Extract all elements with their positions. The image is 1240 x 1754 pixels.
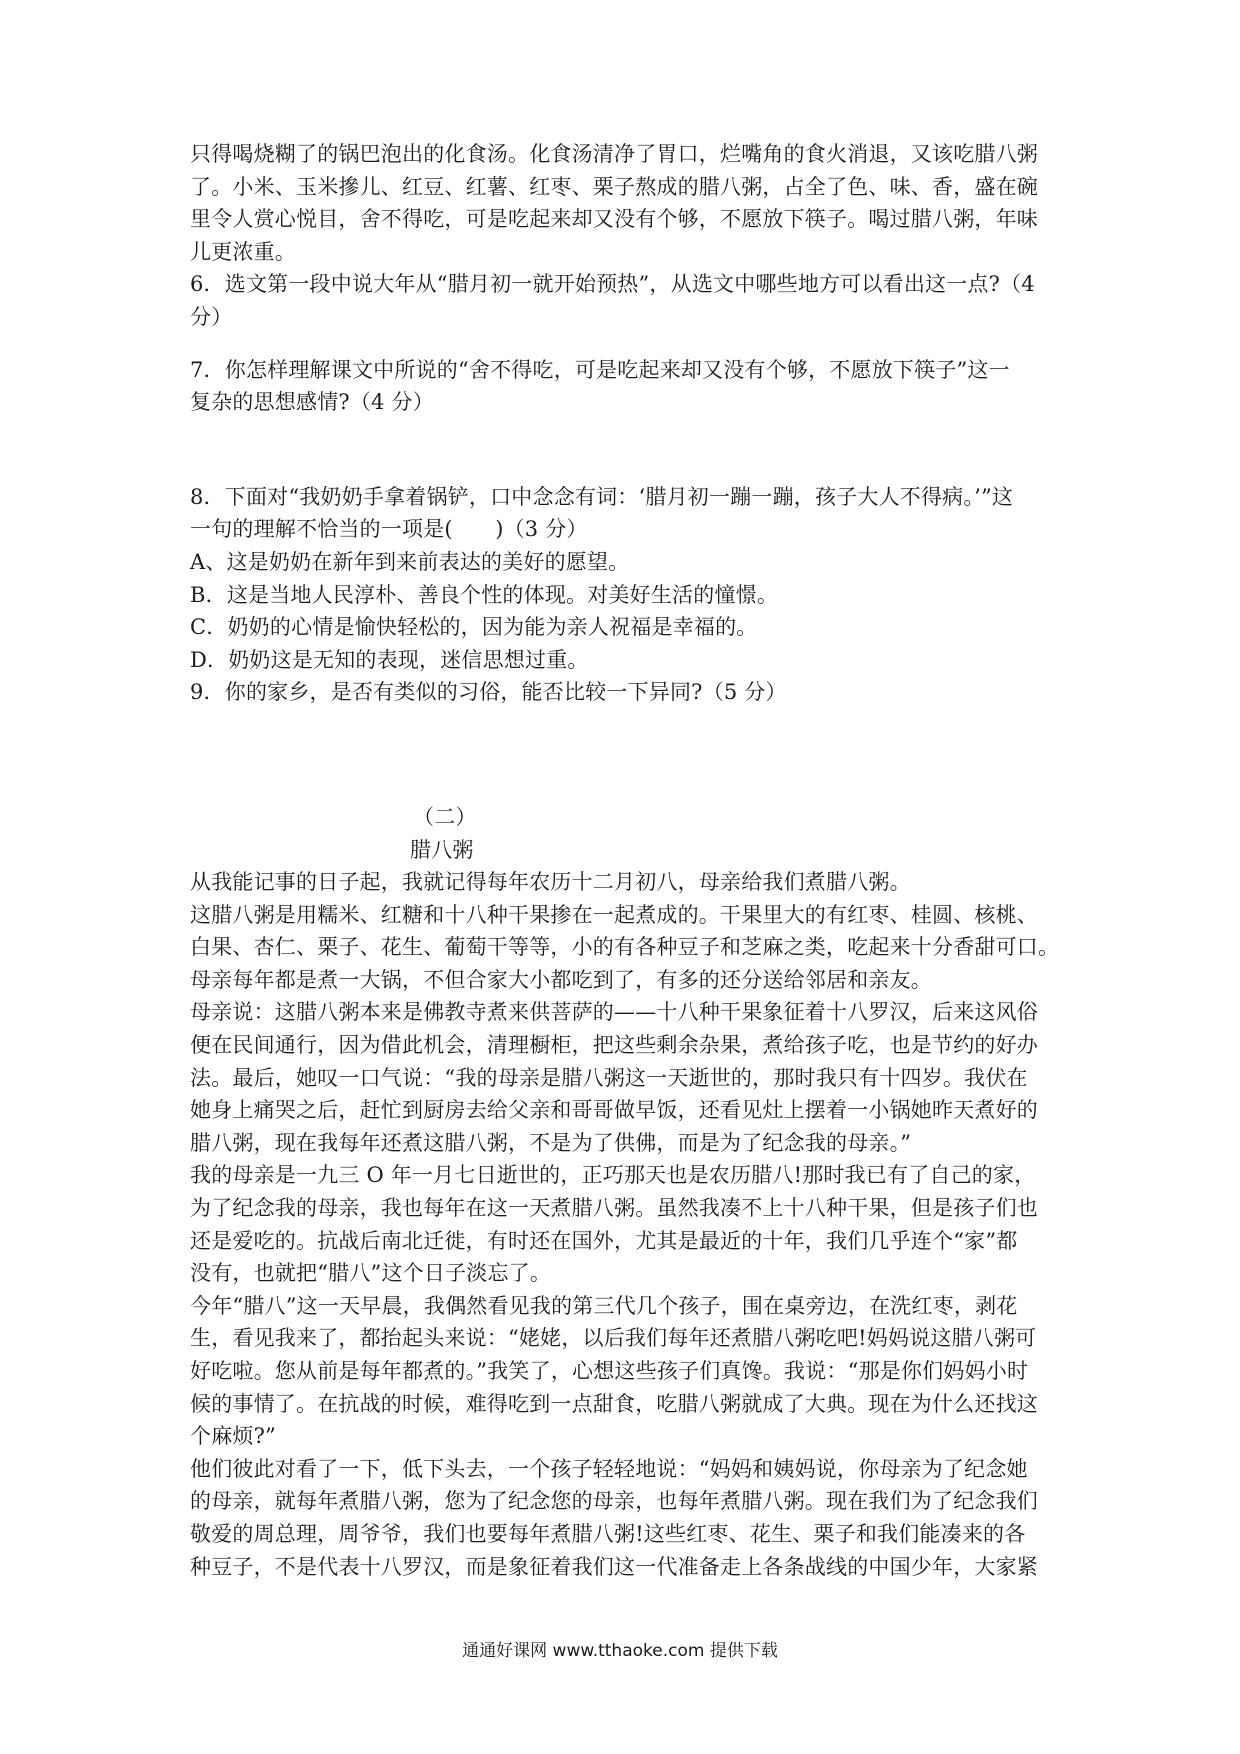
document-page (190, 138, 1060, 1583)
text-line: 只得喝烧糊了的锅巴泡出的化食汤。化食汤清净了胃口，烂嘴角的食火消退，又该吃腊八粥 (190, 142, 1038, 166)
text-line: 我的母亲是一九三 O 年一月七日逝世的，正巧那天也是农历腊八!那时我已有了自己的家， (190, 1163, 1036, 1188)
question-7 (190, 354, 1060, 419)
question-line: 6．选文第一段中说大年从“腊月初一就开始预热”，从选文中哪些地方可以看出这一点?（4 (190, 272, 1035, 297)
question-line: 一句的理解不恰当的一项是( )（3 分） (190, 517, 588, 542)
question-line: 8．下面对“我奶奶手拿着锅铲，口中念念有词：‘腊月初一蹦一蹦，孩子大人不得病。’”这 (190, 484, 1014, 509)
option-b: B．这是当地人民淳朴、善良个性的体现。对美好生活的憧憬。 (190, 582, 779, 607)
text-line: 个麻烦?” (190, 1424, 276, 1449)
text-line: 母亲每年都是煮一大锅，不但合家大小都吃到了，有多的还分送给邻居和亲友。 (190, 967, 932, 992)
option-a: A、这是奶奶在新年到来前表达的美好的愿望。 (190, 549, 630, 574)
text-line: 的母亲，就每年煮腊八粥，您为了纪念您的母亲，也每年煮腊八粥。现在我们为了纪念我们 (190, 1489, 1038, 1514)
text-line: 法。最后，她叹一口气说：“我的母亲是腊八粥这一天逝世的，那时我只有十四岁。我伏在 (190, 1065, 1028, 1090)
question-8 (190, 481, 1060, 677)
section-number: （二） (413, 804, 477, 829)
option-c: C．奶奶的心情是愉快轻松的，因为能为亲人祝福是幸福的。 (190, 615, 758, 640)
text-line: 这腊八粥是用糯米、红糖和十八种干果掺在一起煮成的。干果里大的有红枣、桂圆、核桃、 (190, 902, 1038, 927)
passage1-tail (190, 138, 1060, 268)
text-line: 腊八粥，现在我每年还煮这腊八粥，不是为了供佛，而是为了纪念我的母亲。” (190, 1130, 912, 1155)
text-line: 为了纪念我的母亲，我也每年在这一天煮腊八粥。虽然我凑不上十八种干果，但是孩子们也 (190, 1196, 1038, 1221)
text-line: 便在民间通行，因为借此机会，清理橱柜，把这些剩余杂果，煮给孩子吃，也是节约的好办 (190, 1033, 1038, 1058)
text-line: 今年“腊八”这一天早晨，我偶然看见我的第三代几个孩子，围在桌旁边，在洗红枣，剥花 (190, 1293, 1018, 1318)
passage2 (190, 866, 1060, 1583)
question-line: 7．你怎样理解课文中所说的“舍不得吃，可是吃起来却又没有个够，不愿放下筷子”这一 (190, 357, 1010, 382)
text-line: 还是爱吃的。抗战后南北迁徙，有时还在国外，尤其是最近的十年，我们几乎连个“家”都 (190, 1228, 1018, 1253)
text-line: 他们彼此对看了一下，低下头去，一个孩子轻轻地说：“妈妈和姨妈说，你母亲为了纪念她 (190, 1456, 1028, 1481)
text-line: 从我能记事的日子起，我就记得每年农历十二月初八，母亲给我们煮腊八粥。 (190, 870, 911, 895)
text-line: 儿更浓重。 (190, 239, 296, 264)
text-line: 没有，也就把“腊八”这个日子淡忘了。 (190, 1261, 552, 1286)
question-line: 分） (190, 304, 233, 329)
question-6 (190, 268, 1060, 333)
text-line: 白果、杏仁、栗子、花生、葡萄干等等，小的有各种豆子和芝麻之类，吃起来十分香甜可口。 (190, 935, 1060, 960)
text-line: 母亲说：这腊八粥本来是佛教寺煮来供菩萨的——十八种干果象征着十八罗汉，后来这风俗 (190, 1000, 1038, 1025)
question-9: 9．你的家乡，是否有类似的习俗，能否比较一下异同?（5 分） (190, 680, 787, 705)
option-d: D．奶奶这是无知的表现，迷信思想过重。 (190, 647, 589, 672)
text-line: 生，看见我来了，都抬起头来说：“姥姥，以后我们每年还煮腊八粥吃吧!妈妈说这腊八粥可 (190, 1326, 1037, 1351)
text-line: 了。小米、玉米摻儿、红豆、红薯、红枣、栗子熬成的腊八粥，占全了色、味、香，盛在碗 (190, 174, 1038, 199)
text-line: 候的事情了。在抗战的时候，难得吃到一点甜食，吃腊八粥就成了大典。现在为什么还找这 (190, 1391, 1038, 1416)
section-title: 腊八粥 (410, 837, 474, 862)
question-line: 复杂的思想感情?（4 分） (190, 390, 434, 415)
text-line: 种豆子，不是代表十八罗汉，而是象征着我们这一代准备走上各条战线的中国少年，大家紧 (190, 1554, 1038, 1579)
text-line: 里令人赏心悦目，舍不得吃，可是吃起来却又没有个够，不愿放下筷子。喝过腊八粥，年味 (190, 207, 1038, 232)
text-line: 敬爱的周总理，周爷爷，我们也要每年煮腊八粥!这些红枣、花生、栗子和我们能凑来的各 (190, 1521, 1026, 1546)
text-line: 她身上痛哭之后，赶忙到厨房去给父亲和哥哥做早饭，还看见灶上摆着一小锅她昨天煮好的 (190, 1098, 1038, 1123)
text-line: 好吃啦。您从前是每年都煮的。”我笑了，心想这些孩子们真馋。我说：“那是你们妈妈小时 (190, 1359, 1029, 1383)
page-footer: 通通好课网 www.tthaoke.com 提供下载 (462, 1641, 778, 1661)
